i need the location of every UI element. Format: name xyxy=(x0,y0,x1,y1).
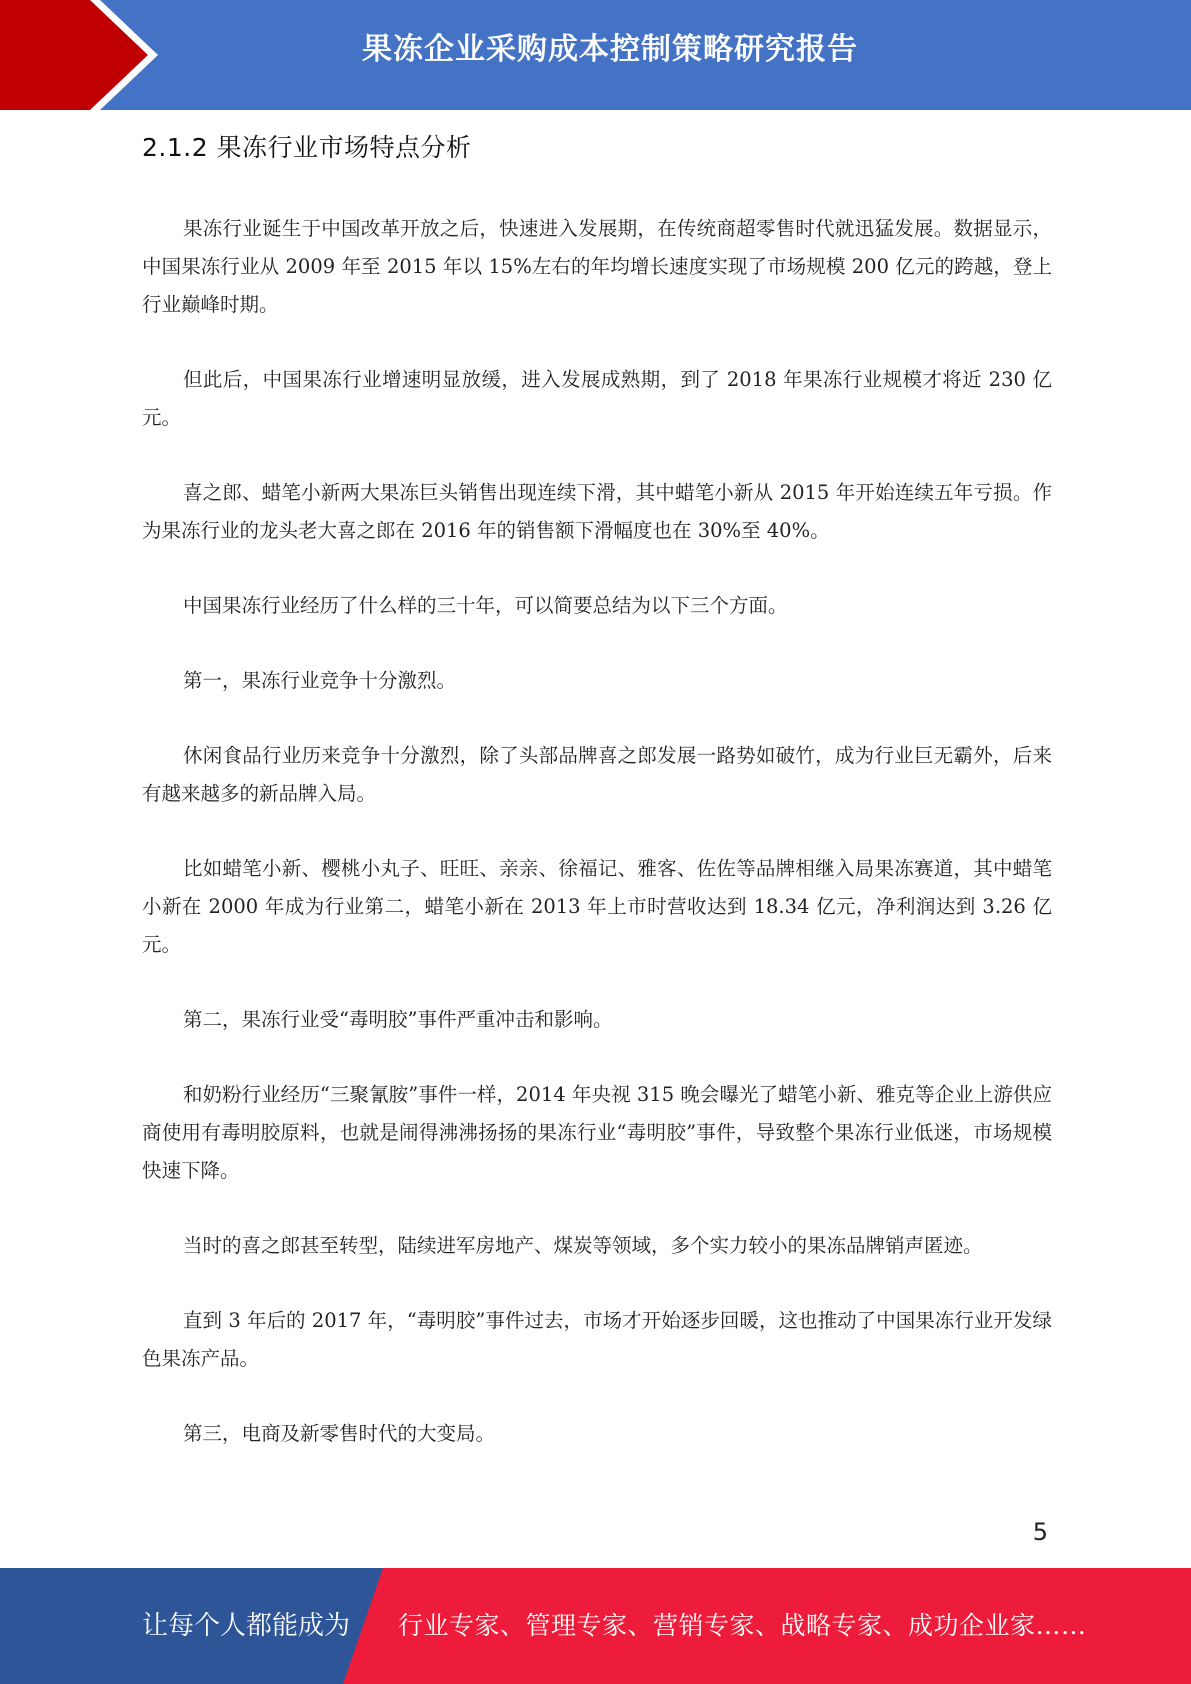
paragraph: 第一，果冻行业竞争十分激烈。 xyxy=(183,669,457,692)
paragraph: 直到 3 年后的 2017 年，“毒明胶”事件过去，市场才开始逐步回暖，这也推动了中国果冻行业开发绿色果冻产品。 xyxy=(142,1309,1052,1370)
paragraph: 第三，电商及新零售时代的大变局。 xyxy=(183,1422,496,1445)
paragraph: 和奶粉行业经历“三聚氰胺”事件一样，2014 年央视 315 晚会曝光了蜡笔小新、雅克等企业上游供应商使用有毒明胶原料，也就是闹得沸沸扬扬的果冻行业“毒明胶”事件，导致整个果冻行业低迷，市场规模快速下降。 xyxy=(142,1083,1052,1182)
page-footer xyxy=(0,1568,1191,1684)
section-heading: 2.1.2 果冻行业市场特点分析 xyxy=(142,133,472,162)
header-chevron-decoration xyxy=(0,0,160,110)
footer-slogan-left: 让每个人都能成为 xyxy=(142,1611,351,1641)
paragraph: 第二，果冻行业受“毒明胶”事件严重冲击和影响。 xyxy=(183,1008,613,1031)
page-header xyxy=(0,0,1191,110)
paragraph: 但此后，中国果冻行业增速明显放缓，进入发展成熟期，到了 2018 年果冻行业规模才将近 230 亿元。 xyxy=(142,368,1052,429)
page-number: 5 xyxy=(1032,1518,1048,1546)
header-red-chevron xyxy=(0,0,148,110)
paragraph: 中国果冻行业经历了什么样的三十年，可以简要总结为以下三个方面。 xyxy=(183,594,788,617)
paragraph: 比如蜡笔小新、樱桃小丸子、旺旺、亲亲、徐福记、雅客、佐佐等品牌相继入局果冻赛道，其中蜡笔小新在 2000 年成为行业第二，蜡笔小新在 2013 年上市时营收达到 18.34 亿元，净利润达到 3.26 亿元。 xyxy=(142,857,1052,956)
paragraph: 果冻行业诞生于中国改革开放之后，快速进入发展期，在传统商超零售时代就迅猛发展。数据显示，中国果冻行业从 2009 年至 2015 年以 15%左右的年均增长速度实现了市场规模 200 亿元的跨越，登上行业巅峰时期。 xyxy=(142,217,1052,316)
paragraph: 喜之郎、蜡笔小新两大果冻巨头销售出现连续下滑，其中蜡笔小新从 2015 年开始连续五年亏损。作为果冻行业的龙头老大喜之郎在 2016 年的销售额下滑幅度也在 30%至 40%。 xyxy=(142,481,1052,542)
document-title: 果冻企业采购成本控制策略研究报告 xyxy=(362,32,858,67)
paragraph: 休闲食品行业历来竞争十分激烈，除了头部品牌喜之郎发展一路势如破竹，成为行业巨无霸外，后来有越来越多的新品牌入局。 xyxy=(142,744,1052,805)
footer-slogan-right: 行业专家、管理专家、营销专家、战略专家、成功企业家…… xyxy=(398,1611,1087,1640)
body-text xyxy=(142,210,1052,1490)
paragraph: 当时的喜之郎甚至转型，陆续进军房地产、煤炭等领域，多个实力较小的果冻品牌销声匿迹。 xyxy=(183,1234,983,1257)
